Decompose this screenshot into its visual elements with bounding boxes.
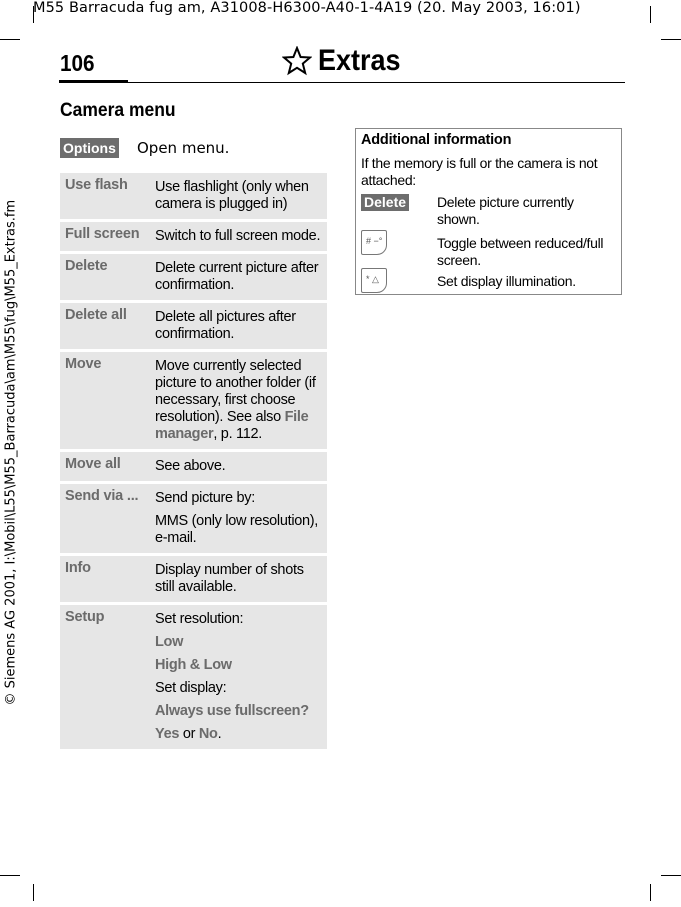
description-text: Delete all pictures after confirmation.	[155, 309, 296, 342]
menu-row	[60, 605, 327, 749]
menu-item-description	[152, 303, 327, 349]
description-text: .	[217, 726, 222, 742]
star-key-icon: * △	[361, 268, 387, 293]
description-line	[155, 562, 323, 596]
menu-item-description	[152, 556, 327, 602]
menu-item-name: Delete	[65, 258, 108, 274]
info-item-toggle	[361, 230, 619, 269]
menu-item-description	[152, 352, 327, 449]
description-line	[155, 228, 323, 245]
softkey-description: Open menu.	[137, 139, 230, 157]
section-title: Camera menu	[60, 100, 176, 121]
header-rule	[128, 82, 625, 83]
menu-row	[60, 254, 327, 300]
menu-table	[60, 173, 327, 752]
menu-item-name: Setup	[65, 609, 105, 625]
description-text: Set resolution:	[155, 611, 244, 627]
menu-item-description	[152, 254, 327, 300]
menu-item-name: Info	[65, 560, 91, 576]
description-line	[155, 680, 323, 697]
menu-item-description	[152, 605, 327, 749]
options-softkey	[60, 138, 119, 158]
description-line	[155, 179, 323, 213]
hash-key-icon: # −°	[361, 230, 387, 255]
description-text: Delete current picture after confirmation.	[155, 260, 319, 293]
info-item-delete	[361, 194, 619, 228]
description-line	[155, 513, 323, 547]
crop-mark	[0, 39, 20, 40]
info-key	[361, 230, 437, 269]
menu-option-link: Yes	[155, 726, 180, 742]
description-text: Send picture by:	[155, 490, 255, 506]
chapter-title: Extras	[318, 44, 401, 77]
menu-option-link: High & Low	[155, 657, 232, 673]
description-text: Use flashlight (only when camera is plugged in)	[155, 179, 309, 212]
description-line	[155, 634, 323, 651]
menu-item-description	[152, 222, 327, 251]
description-line	[155, 309, 323, 343]
info-text: If the memory is full or the camera is not attached:	[361, 155, 598, 188]
description-line	[155, 358, 323, 443]
page-number-underline	[59, 80, 128, 83]
description-line	[155, 657, 323, 674]
menu-item-description	[152, 452, 327, 481]
menu-item-name: Full screen	[65, 226, 140, 242]
softkey-label: Options	[60, 138, 119, 158]
info-key	[361, 268, 437, 293]
menu-item-name: Delete all	[65, 307, 127, 323]
menu-row	[60, 352, 327, 449]
delete-softkey: Delete	[361, 194, 409, 211]
description-text: Move currently selected picture to another folder (if necessary, first choose resolution). See also	[155, 358, 316, 425]
description-text: , p. 112.	[213, 426, 262, 442]
description-line	[155, 611, 323, 628]
menu-option-link: File manager	[155, 409, 309, 442]
description-text: or	[179, 726, 199, 742]
info-desc: Delete picture currently shown.	[437, 194, 574, 227]
menu-row	[60, 222, 327, 251]
description-line	[155, 726, 323, 743]
star-outline-icon	[282, 46, 312, 76]
menu-row	[60, 452, 327, 481]
chapter-heading	[282, 44, 410, 78]
description-line	[155, 260, 323, 294]
crop-mark	[33, 884, 34, 901]
description-text: MMS (only low resolution), e-mail.	[155, 513, 319, 546]
running-head: M55 Barracuda fug am, A31008-H6300-A40-1-4A19 (20. May 2003, 16:01)	[33, 0, 581, 16]
additional-info-box	[355, 128, 622, 295]
description-text: Display number of shots still available.	[155, 562, 304, 595]
menu-item-name: Send via ...	[65, 488, 139, 504]
crop-mark	[650, 884, 651, 901]
info-desc: Toggle between reduced/full screen.	[437, 235, 604, 268]
description-line	[155, 490, 323, 507]
crop-mark	[661, 875, 681, 876]
crop-mark	[0, 875, 20, 876]
menu-item-description	[152, 484, 327, 553]
info-title: Additional information	[361, 132, 512, 148]
menu-row	[60, 303, 327, 349]
description-text: Set display:	[155, 680, 227, 696]
crop-mark	[650, 6, 651, 23]
menu-row	[60, 484, 327, 553]
menu-option-link: Always use fullscreen?	[155, 703, 309, 719]
description-line	[155, 458, 323, 475]
sidebar-file-path: © Siemens AG 2001, I:\Mobil\L55\M55_Barracuda\am\M55\fug\M55_Extras.fm	[3, 199, 19, 706]
menu-option-link: No	[198, 726, 218, 742]
description-line	[155, 703, 323, 720]
description-text: Switch to full screen mode.	[155, 228, 321, 244]
menu-row	[60, 173, 327, 219]
description-text: See above.	[155, 458, 226, 474]
page-number: 106	[60, 50, 95, 76]
info-key	[361, 194, 437, 228]
menu-row	[60, 556, 327, 602]
menu-item-name: Move all	[65, 456, 121, 472]
menu-item-description	[152, 173, 327, 219]
menu-option-link: Low	[155, 634, 184, 650]
info-desc: Set display illumination.	[437, 273, 576, 289]
menu-item-name: Move	[65, 356, 102, 372]
menu-item-name: Use flash	[65, 177, 128, 193]
crop-mark	[661, 39, 681, 40]
info-item-illumination	[361, 268, 619, 293]
